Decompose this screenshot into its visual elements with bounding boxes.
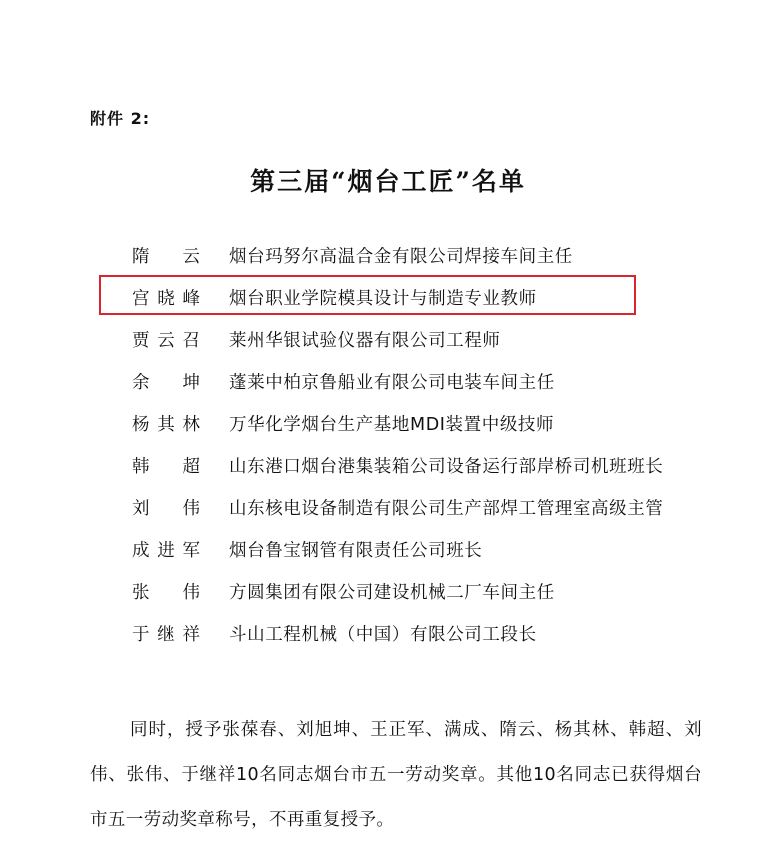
awardee-position: 山东港口烟台港集装箱公司设备运行部岸桥司机班班长 [229, 457, 664, 477]
list-item [0, 404, 776, 446]
awardee-name: 刘 伟 [132, 499, 200, 519]
awardee-position: 蓬莱中柏京鲁船业有限公司电装车间主任 [229, 373, 555, 393]
list-item [0, 572, 776, 614]
awardee-position: 烟台职业学院模具设计与制造专业教师 [229, 289, 537, 309]
list-item [0, 362, 776, 404]
awardee-name: 杨 其 林 [132, 415, 200, 435]
list-item [0, 614, 776, 656]
awardee-position: 山东核电设备制造有限公司生产部焊工管理室高级主管 [229, 499, 664, 519]
awardee-position: 莱州华银试验仪器有限公司工程师 [229, 331, 501, 351]
awardee-name: 宫 晓 峰 [132, 289, 200, 309]
awardee-name: 张 伟 [132, 583, 200, 603]
awardee-name: 贾 云 召 [132, 331, 200, 351]
attachment-label: 附件 2: [90, 109, 151, 128]
awardee-name: 成 进 军 [132, 541, 200, 561]
awardee-position: 斗山工程机械（中国）有限公司工段长 [229, 625, 537, 645]
awardee-position: 烟台鲁宝钢管有限责任公司班长 [229, 541, 483, 561]
closing-paragraph: 同时，授予张葆春、刘旭坤、王正军、满成、隋云、杨其林、韩超、刘伟、张伟、于继祥10名同志烟台市五一劳动奖章。其他10名同志已获得烟台市五一劳动奖章称号，不再重复授予。 [90, 719, 702, 830]
list-item [0, 236, 776, 278]
awardee-position: 烟台玛努尔高温合金有限公司焊接车间主任 [229, 247, 573, 267]
awardee-name: 余 坤 [132, 373, 200, 393]
document-title: 第三届“烟台工匠”名单 [250, 167, 526, 196]
list-item [0, 488, 776, 530]
awardee-name: 隋 云 [132, 247, 200, 267]
highlight-box [99, 275, 636, 315]
list-item [0, 320, 776, 362]
list-item [0, 530, 776, 572]
awardee-position: 万华化学烟台生产基地MDI装置中级技师 [229, 415, 555, 435]
awardee-name: 于 继 祥 [132, 625, 200, 645]
list-item [0, 446, 776, 488]
awardee-position: 方圆集团有限公司建设机械二厂车间主任 [229, 583, 555, 603]
awardee-name: 韩 超 [132, 457, 200, 477]
